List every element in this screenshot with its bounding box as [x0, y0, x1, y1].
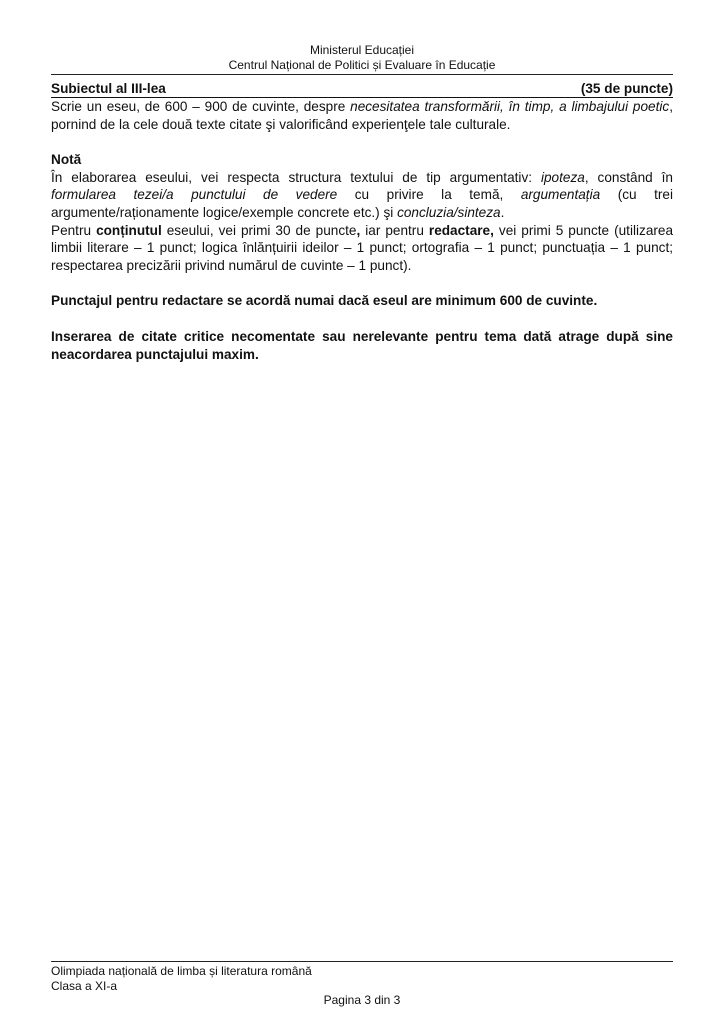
term-redactare: redactare,	[428, 222, 494, 238]
subject-points: (35 de puncte)	[580, 81, 673, 96]
term-argumentatia: argumentația	[520, 187, 601, 203]
page-number: Pagina 3 din 3	[323, 993, 401, 1007]
footer-class: Clasa a XI-a	[51, 978, 118, 993]
footer-olympiad: Olimpiada națională de limba și literatura română	[51, 964, 312, 978]
prompt-text-start: Scrie un eseu, de 600 – 900 de cuvinte, despre	[51, 99, 351, 114]
spacer	[51, 310, 673, 328]
note-p1-text: cu privire la temă,	[337, 187, 521, 203]
term-ipoteza: ipoteza	[540, 169, 585, 185]
page-header	[0, 43, 724, 73]
note-scoring-paragraph	[51, 222, 673, 275]
term-concluzia: concluzia/sinteza	[397, 204, 501, 220]
main-content	[51, 80, 673, 363]
note-p1-text: .	[500, 204, 505, 220]
page-footer	[51, 964, 673, 1007]
note-heading: Notă	[51, 152, 82, 168]
note-p2-text: eseului, vei primi 30 de puncte	[161, 222, 357, 238]
note-p1-text: (cu trei argumente/raționamente logice/exemple concrete etc.) şi	[51, 187, 673, 220]
note-p2-text: vei primi 5 puncte (utilizarea limbii literare – 1 punct; logica înlănțuirii ideilor – 1 punct; ortografia – 1 punct; punctuația – 1 punct; respectarea precizării privind numărul de cuvinte – 1 punct).	[51, 222, 674, 273]
bold-note-minimum-words: Punctajul pentru redactare se acordă numai dacă eseul are minimum 600 de cuvinte.	[51, 293, 598, 309]
header-ministry: Ministerul Educației	[309, 43, 415, 57]
footer-divider	[51, 961, 673, 962]
note-p2-text: iar pentru	[360, 222, 429, 238]
note-structure-paragraph	[51, 169, 673, 222]
spacer	[51, 274, 673, 292]
term-formularea: formularea tezei/a punctului de vedere	[51, 187, 338, 203]
header-center: Centrul Național de Politici și Evaluare în Educație	[228, 58, 496, 72]
note-p2-comma: ,	[356, 222, 361, 238]
note-p1-text: În elaborarea eseului, vei respecta structura textului de tip argumentativ:	[51, 169, 541, 185]
header-divider	[51, 74, 673, 75]
prompt-text-end: , pornind de la cele două texte citate şi valorificând experienţele tale culturale.	[51, 99, 673, 132]
note-p2-text: Pentru	[51, 222, 97, 238]
subject-title: Subiectul al III-lea	[51, 81, 166, 96]
subject-prompt	[51, 98, 673, 133]
spacer	[51, 133, 673, 151]
term-continutul: conținutul	[96, 222, 162, 238]
bold-note-citations: Inserarea de citate critice necomentate sau nerelevante pentru tema dată atrage după sine neacordarea punctajului maxim.	[51, 328, 673, 362]
note-p1-text: , constând în	[584, 169, 673, 185]
subject-heading-row	[51, 80, 673, 98]
prompt-topic: necesitatea transformării, în timp, a limbajului poetic	[350, 99, 670, 114]
